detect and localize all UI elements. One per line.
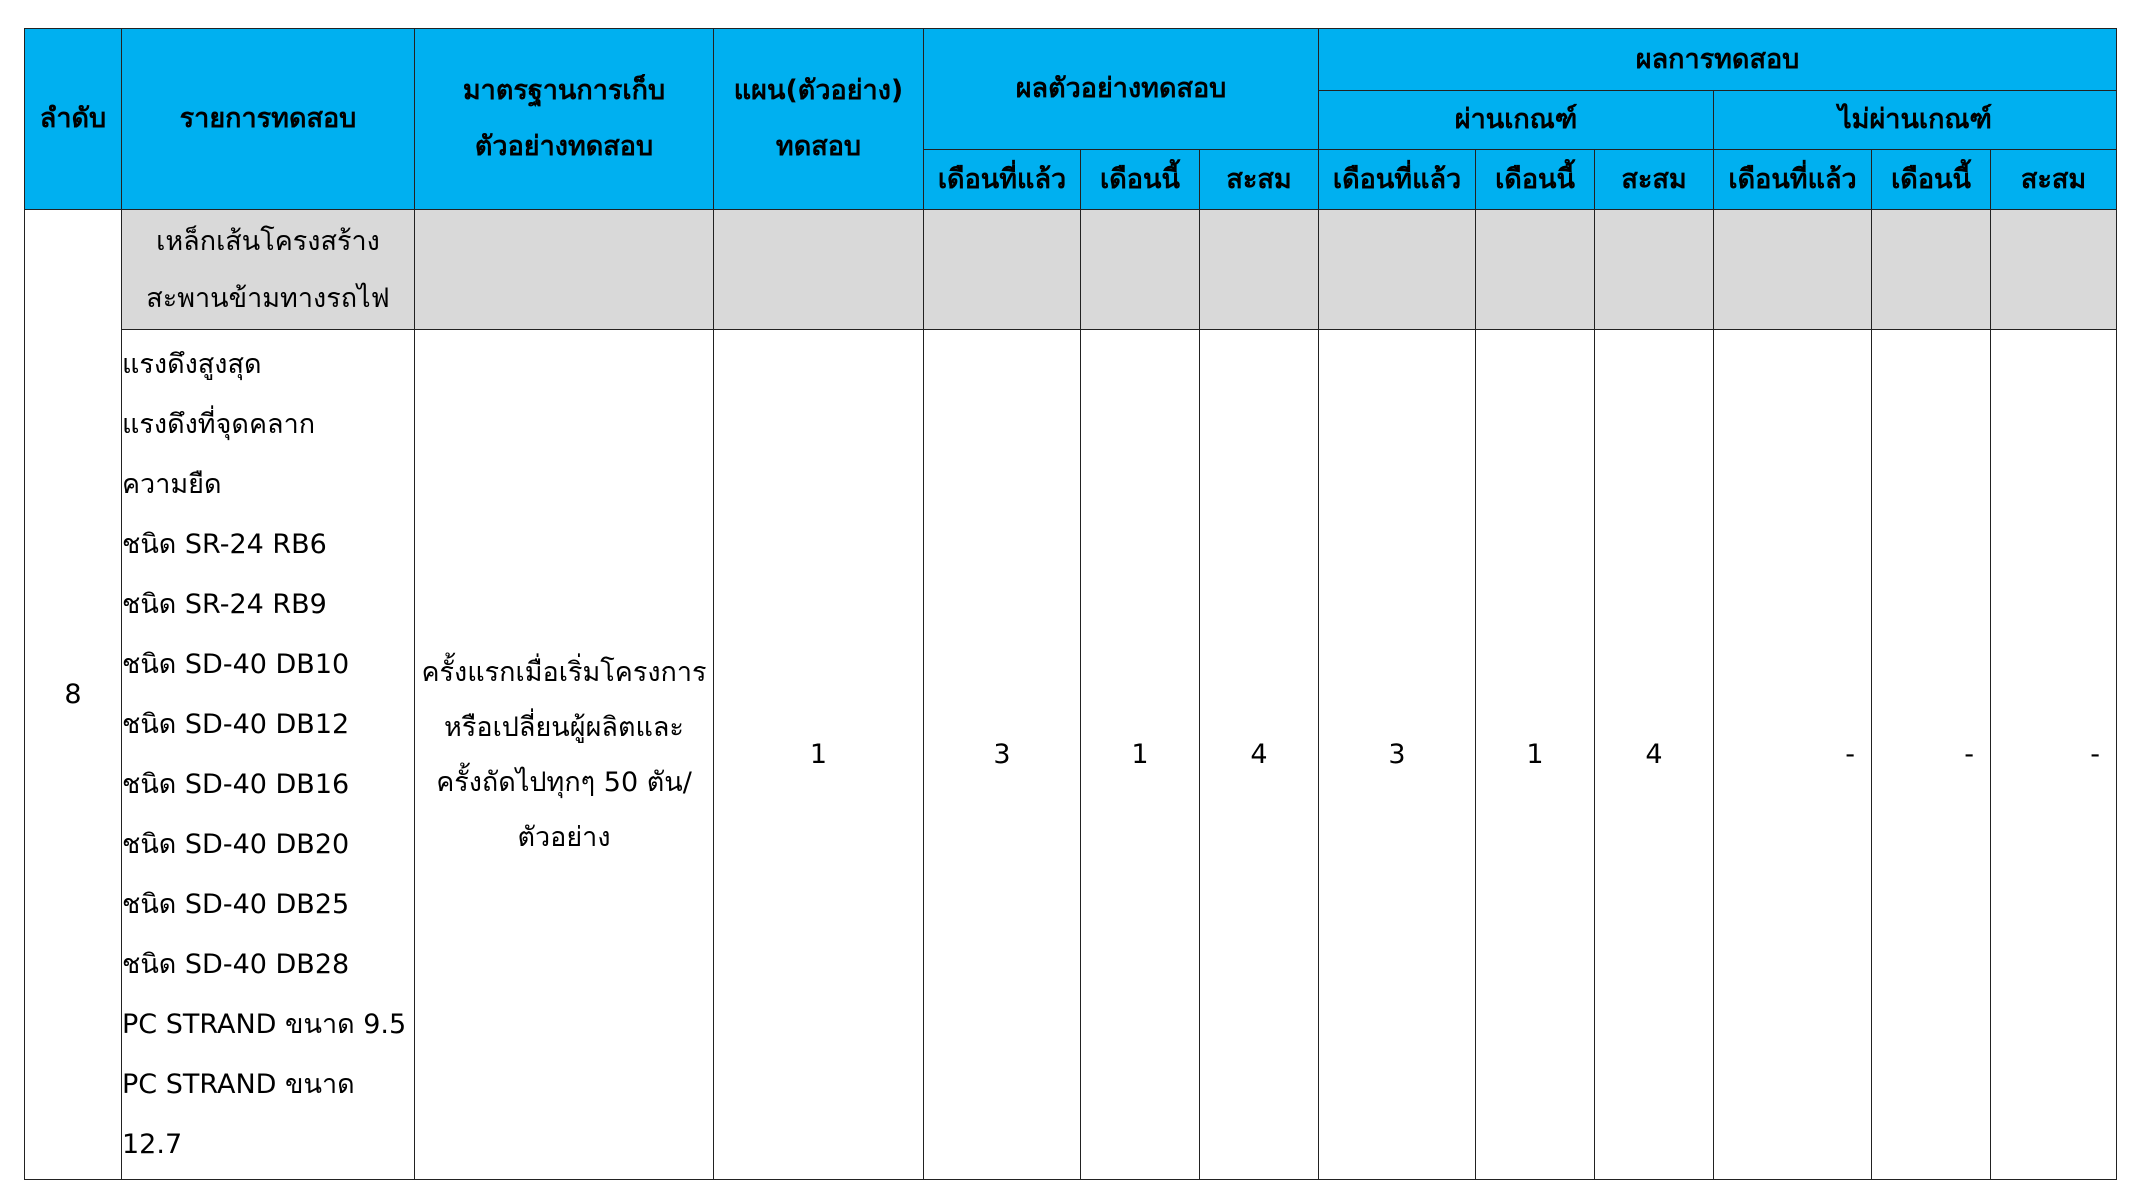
test-item: ชนิด SD-40 DB20	[122, 828, 350, 860]
col-header-plan-line1: แผน(ตัวอย่าง)	[733, 75, 904, 106]
item-group-title	[122, 210, 415, 330]
test-item: ชนิด SR-24 RB9	[122, 588, 327, 620]
subheader-fill	[1476, 210, 1595, 330]
sampling-standard	[415, 330, 714, 1180]
pass-last-month-header: เดือนที่แล้ว	[1319, 150, 1476, 210]
test-item: แรงดึงที่จุดคลาก	[122, 408, 316, 440]
col-header-item: รายการทดสอบ	[122, 29, 415, 210]
pass-this-month: 1	[1476, 330, 1595, 1180]
samples-last-month: 3	[924, 330, 1081, 1180]
subheader-fill	[1872, 210, 1991, 330]
test-item: ชนิด SD-40 DB12	[122, 708, 350, 740]
test-item: 12.7	[122, 1128, 183, 1160]
test-item: ชนิด SD-40 DB16	[122, 768, 350, 800]
sampling-standard-line: ครั้งแรกเมื่อเริ่มโครงการ	[421, 656, 707, 688]
col-header-standard	[415, 29, 714, 210]
test-item-list	[122, 330, 415, 1180]
samples-this-month-header: เดือนนี้	[1081, 150, 1200, 210]
subheader-fill	[415, 210, 714, 330]
col-header-results: ผลการทดสอบ	[1319, 29, 2117, 91]
test-item: ชนิด SR-24 RB6	[122, 528, 327, 560]
col-header-standard-line1: มาตรฐานการเก็บ	[462, 75, 666, 106]
test-item: ชนิด SD-40 DB25	[122, 888, 350, 920]
subheader-fill	[924, 210, 1081, 330]
col-header-plan	[714, 29, 924, 210]
subheader-fill	[1714, 210, 1872, 330]
fail-cumulative: -	[1991, 330, 2117, 1180]
subheader-fill	[1200, 210, 1319, 330]
item-group-title-line2: สะพานข้ามทางรถไฟ	[146, 282, 390, 314]
fail-this-month: -	[1872, 330, 1991, 1180]
test-item: PC STRAND ขนาด 9.5	[122, 1008, 407, 1040]
plan-value: 1	[714, 330, 924, 1180]
col-header-samples: ผลตัวอย่างทดสอบ	[924, 29, 1319, 150]
subheader-fill	[1319, 210, 1476, 330]
row-number: 8	[25, 210, 122, 1180]
test-item: ชนิด SD-40 DB28	[122, 948, 350, 980]
subheader-fill	[1991, 210, 2117, 330]
test-item: แรงดึงสูงสุด	[122, 348, 262, 380]
col-header-no: ลำดับ	[25, 29, 122, 210]
pass-this-month-header: เดือนนี้	[1476, 150, 1595, 210]
samples-last-month-header: เดือนที่แล้ว	[924, 150, 1081, 210]
samples-cumulative-header: สะสม	[1200, 150, 1319, 210]
subheader-fill	[714, 210, 924, 330]
fail-last-month-header: เดือนที่แล้ว	[1714, 150, 1872, 210]
col-header-fail: ไม่ผ่านเกณฑ์	[1714, 91, 2117, 150]
pass-last-month: 3	[1319, 330, 1476, 1180]
fail-cumulative-header: สะสม	[1991, 150, 2117, 210]
pass-cumulative-header: สะสม	[1595, 150, 1714, 210]
test-item: PC STRAND ขนาด	[122, 1068, 355, 1100]
sampling-standard-line: ตัวอย่าง	[517, 821, 611, 853]
test-item: ความยืด	[122, 468, 222, 500]
test-item: ชนิด SD-40 DB10	[122, 648, 350, 680]
subheader-fill	[1595, 210, 1714, 330]
col-header-standard-line2: ตัวอย่างทดสอบ	[474, 131, 654, 162]
samples-this-month: 1	[1081, 330, 1200, 1180]
col-header-plan-line2: ทดสอบ	[775, 131, 862, 162]
item-group-title-line1: เหล็กเส้นโครงสร้าง	[156, 225, 380, 257]
sampling-standard-line: ครั้งถัดไปทุกๆ 50 ตัน/	[436, 766, 692, 798]
pass-cumulative: 4	[1595, 330, 1714, 1180]
samples-cumulative: 4	[1200, 330, 1319, 1180]
fail-last-month: -	[1714, 330, 1872, 1180]
fail-this-month-header: เดือนนี้	[1872, 150, 1991, 210]
subheader-fill	[1081, 210, 1200, 330]
test-results-table	[24, 28, 2117, 1180]
sampling-standard-line: หรือเปลี่ยนผู้ผลิตและ	[444, 711, 684, 743]
col-header-pass: ผ่านเกณฑ์	[1319, 91, 1714, 150]
